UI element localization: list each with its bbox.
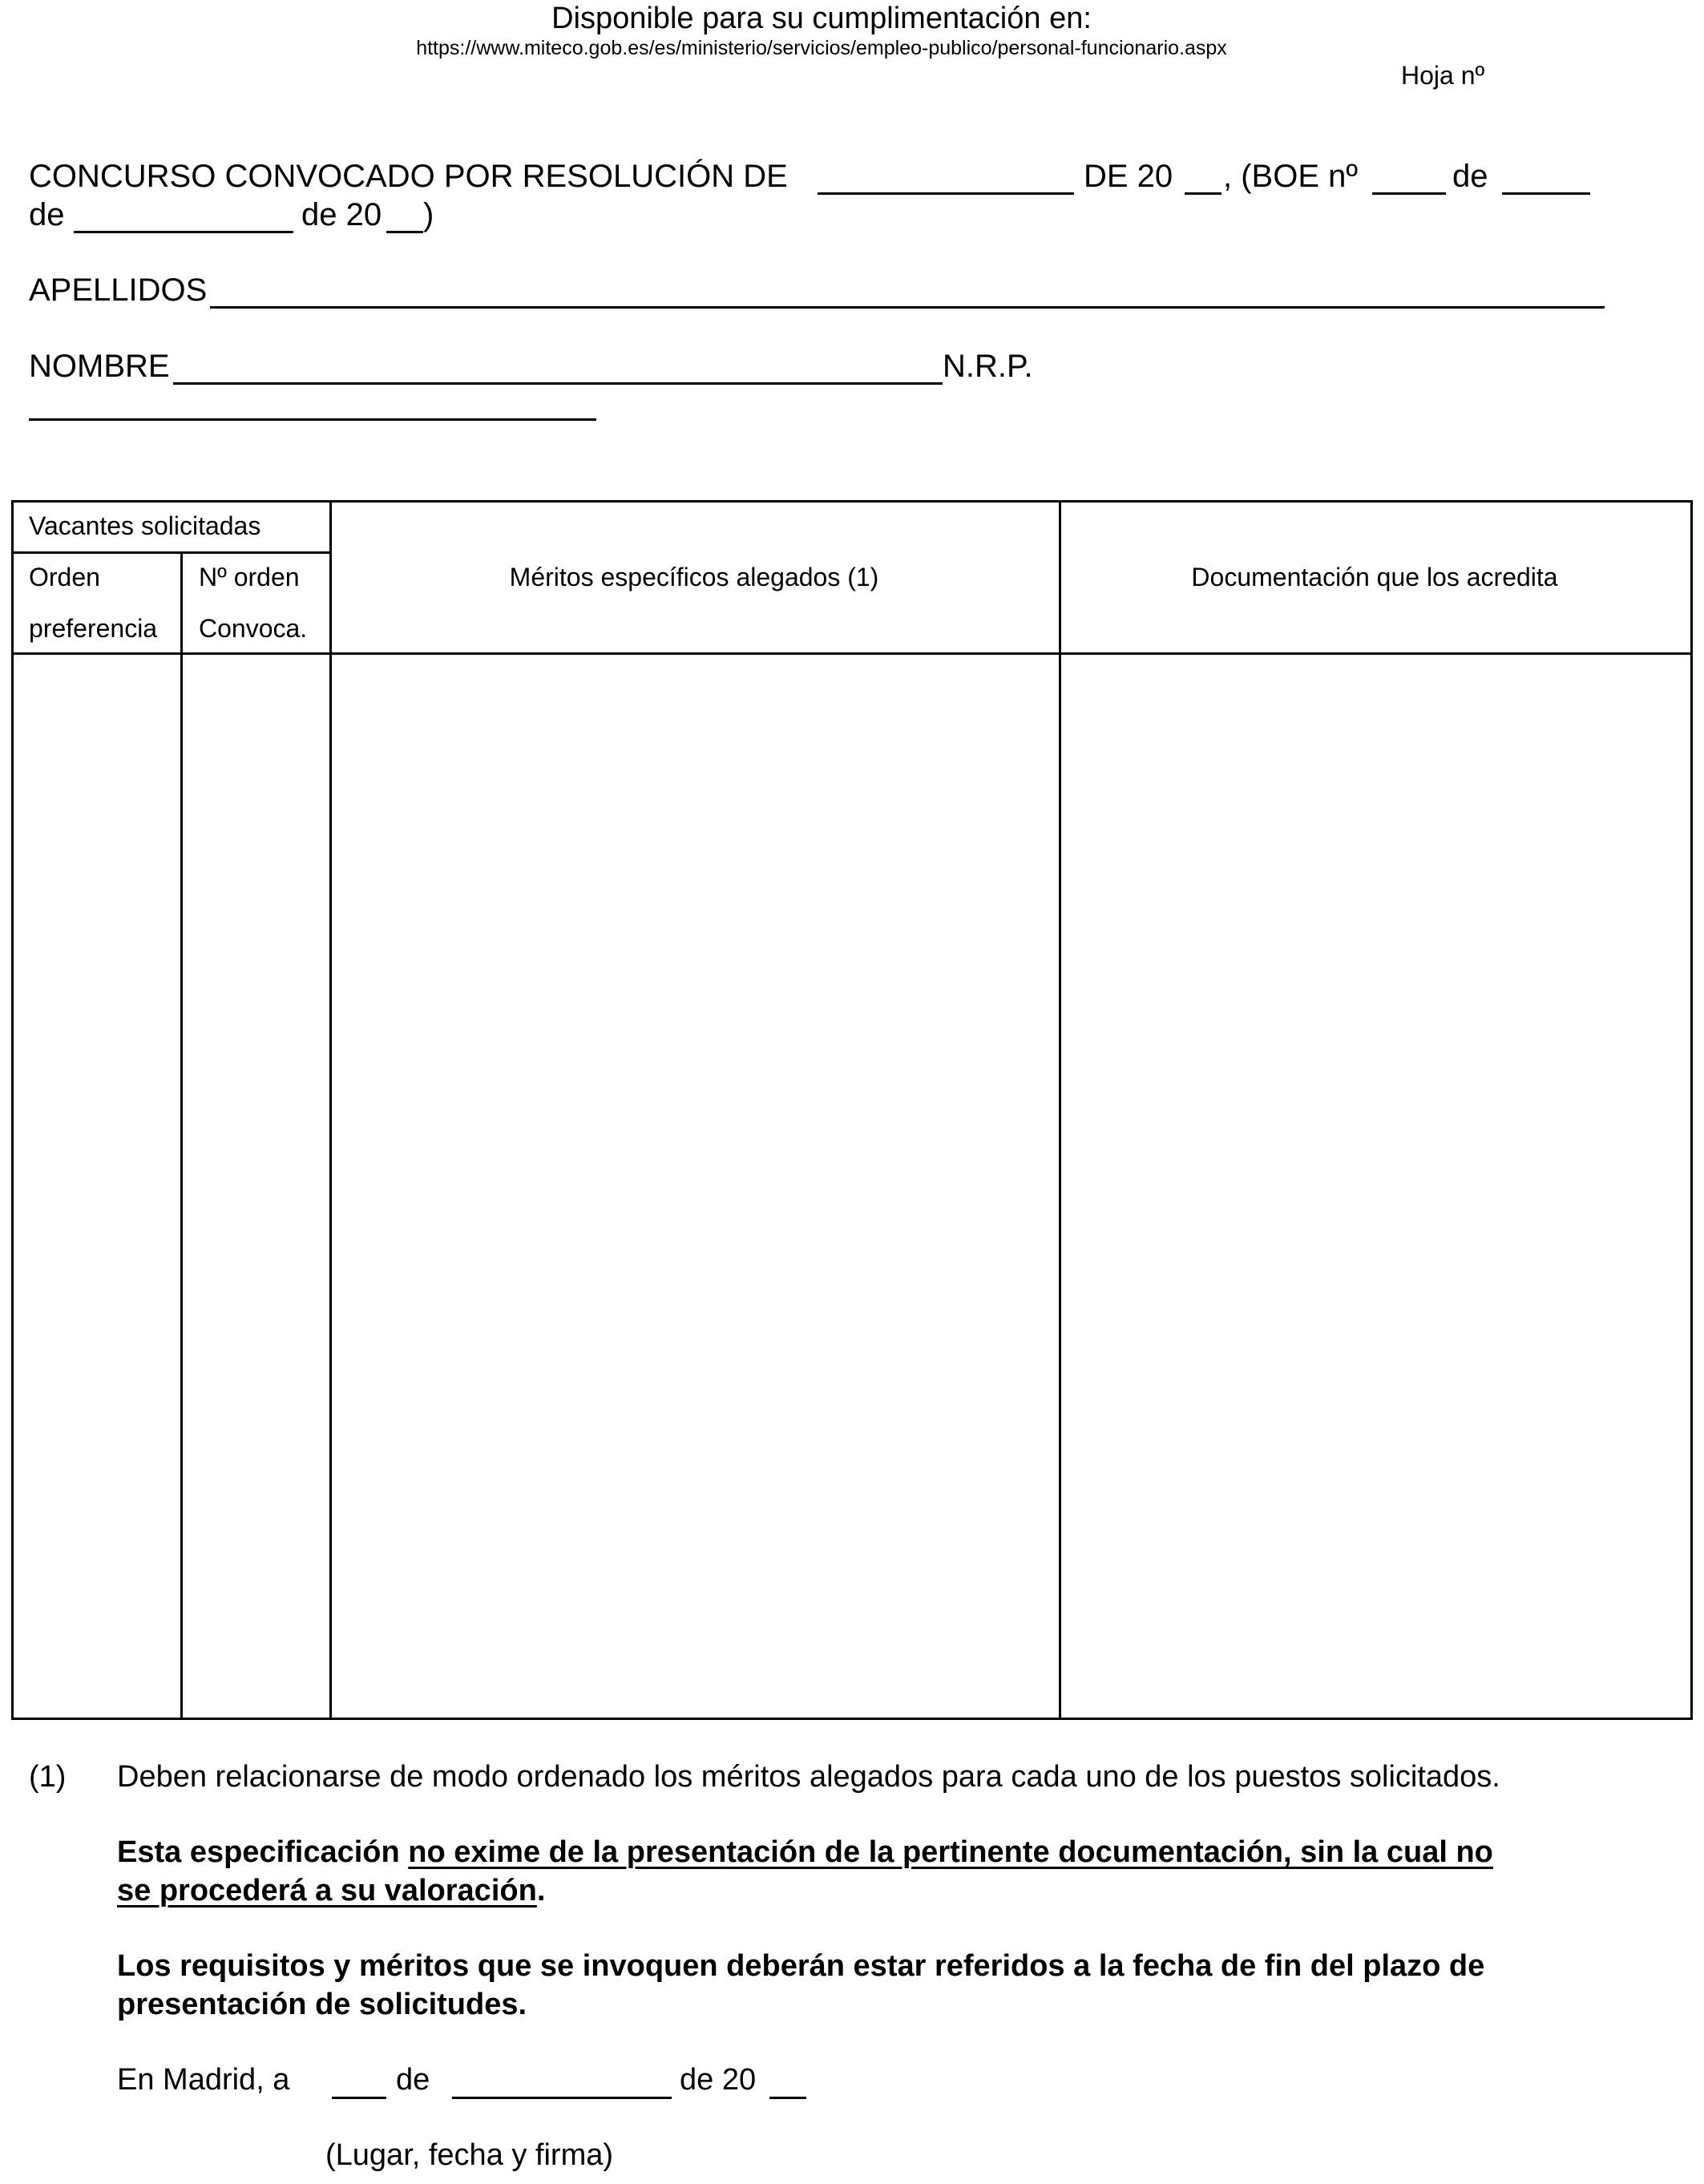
table-top-border: [11, 500, 1693, 503]
table-right-border: [1690, 500, 1693, 1720]
signature-place: En Madrid, a: [117, 2063, 290, 2097]
table-bottom-border: [11, 1718, 1693, 1720]
meritos-header: Méritos específicos alegados (1): [509, 563, 879, 591]
concurso-de-label: de: [1452, 159, 1488, 194]
requisitos-line2: presentación de solicitudes.: [117, 1988, 527, 2021]
boe-month-field[interactable]: [74, 231, 293, 233]
signature-caption: (Lugar, fecha y firma): [325, 2138, 614, 2172]
line2-de20-label: de 20: [301, 197, 382, 232]
vacantes-solicitadas-header: Vacantes solicitadas: [29, 511, 261, 540]
boe-day-field[interactable]: [1502, 192, 1590, 195]
especificacion-end: .: [536, 1874, 546, 1907]
documentacion-header: Documentación que los acredita: [1191, 563, 1558, 591]
concurso-prefix: CONCURSO CONVOCADO POR RESOLUCIÓN DE: [29, 159, 788, 194]
concurso-boe-label: , (BOE nº: [1223, 159, 1358, 194]
numero-orden-cell[interactable]: [183, 655, 329, 1718]
footnote-especificacion-line1: [117, 1835, 1493, 1870]
availability-title: Disponible para su cumplimentación en:: [551, 2, 1092, 35]
concurso-de20: DE 20: [1084, 159, 1173, 194]
requisitos-line1: Los requisitos y méritos que se invoquen deberán estar referidos a la fecha de fin del plazo de: [117, 1949, 1485, 1983]
resolution-date-field[interactable]: [818, 192, 1074, 195]
nombre-field[interactable]: [173, 382, 943, 385]
apellidos-label: APELLIDOS: [29, 272, 208, 308]
boe-year-field[interactable]: [386, 231, 423, 233]
merits-table: [11, 500, 1693, 1720]
nrp-label: N.R.P.: [943, 349, 1033, 384]
orden-preferencia-header-line1: Orden: [29, 563, 100, 591]
especificacion-underlined-2: se procederá a su valoración: [117, 1874, 537, 1907]
apellidos-field[interactable]: [210, 306, 1605, 309]
resolution-year-field[interactable]: [1185, 192, 1221, 195]
signature-de20-label: de 20: [680, 2063, 757, 2097]
boe-number-field[interactable]: [1372, 192, 1446, 195]
numero-orden-header-line1: Nº orden: [199, 563, 300, 591]
signature-year-field[interactable]: [769, 2097, 806, 2099]
vacantes-header-divider: [11, 551, 329, 554]
orden-preferencia-cell[interactable]: [14, 655, 180, 1718]
orden-preferencia-header-line2: preferencia: [29, 614, 158, 643]
signature-month-field[interactable]: [452, 2097, 672, 2099]
signature-day-field[interactable]: [332, 2097, 386, 2099]
documentacion-cell[interactable]: [1061, 655, 1690, 1718]
especificacion-underlined-1: no exime de la presentación de la pertinente documentación, sin la cual no: [408, 1835, 1493, 1869]
nrp-field[interactable]: [29, 418, 596, 421]
footnote-line1: Deben relacionarse de modo ordenado los méritos alegados para cada uno de los puestos solicitados.: [117, 1760, 1500, 1794]
numero-orden-header-line2: Convoca.: [199, 614, 308, 643]
line2-de-label: de: [29, 197, 65, 232]
sheet-number-label: Hoja nº: [1401, 61, 1485, 90]
nombre-label: NOMBRE: [29, 349, 170, 384]
footnote-marker: (1): [29, 1760, 67, 1794]
availability-url[interactable]: https://www.miteco.gob.es/es/ministerio/servicios/empleo-publico/personal-funcionario.aspx: [416, 37, 1227, 59]
footnote-especificacion-line2: [117, 1874, 545, 1908]
especificacion-intro: Esta especificación: [117, 1835, 400, 1869]
meritos-cell[interactable]: [332, 655, 1059, 1718]
line2-close-paren: ): [423, 197, 434, 232]
signature-de-label: de: [396, 2063, 430, 2097]
